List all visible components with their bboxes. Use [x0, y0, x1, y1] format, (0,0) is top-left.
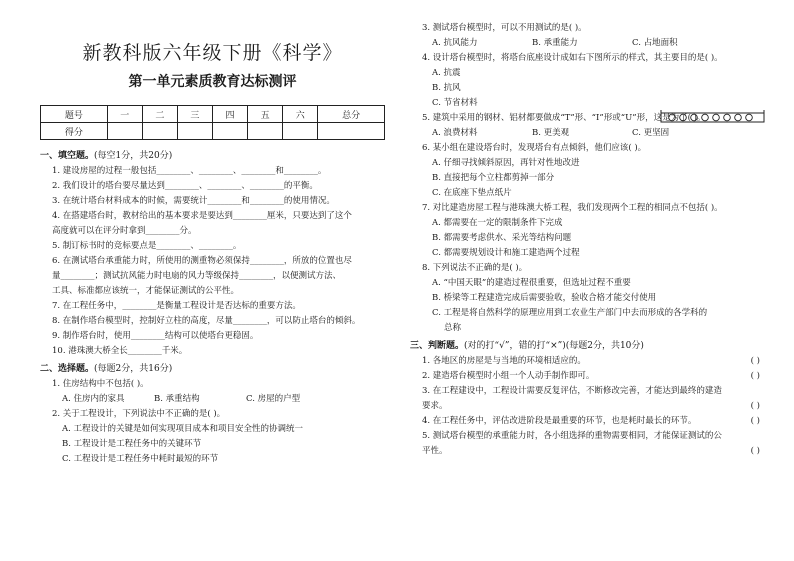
- choice-option[interactable]: A. 抗风能力: [432, 38, 478, 48]
- choice-option[interactable]: C. 工程是将自然科学的原理应用到工农业生产部门中去而形成的各学科的: [432, 308, 708, 318]
- choice-question: 1. 住房结构中不包括( )。: [52, 379, 149, 389]
- score-row-label: 得分: [41, 123, 108, 140]
- fill-question: 2. 我们设计的塔台要尽量达到________、________、________的平衡。: [52, 181, 318, 191]
- fill-question: 9. 制作塔台时，使用________结构可以使塔台更稳固。: [52, 331, 259, 341]
- score-cell: 总分: [318, 106, 385, 123]
- score-cell: 二: [142, 106, 177, 123]
- choice-question: 8. 下列说法不正确的是( )。: [422, 263, 528, 273]
- choice-option[interactable]: A. 仔细寻找倾斜原因，再针对性地改进: [432, 158, 580, 168]
- choice-option[interactable]: A. “中国天眼”的建造过程很重要，但选址过程不重要: [432, 278, 631, 288]
- fill-question-cont: 量________；测试抗风能力时电扇的风力等级保持________，以便测试方法、: [52, 271, 342, 281]
- choice-option[interactable]: B. 承重结构: [154, 394, 200, 404]
- score-input-cell[interactable]: [212, 123, 247, 140]
- judge-question: 1. 各地区的房屋是与当地的环境相适应的。 ( ): [422, 356, 760, 366]
- choice-option[interactable]: C. 房屋的户型: [246, 394, 301, 404]
- base-ring: [735, 114, 742, 121]
- fill-question-cont: 高度就可以在评分时拿到________分。: [52, 226, 197, 236]
- score-input-cell[interactable]: [107, 123, 142, 140]
- choice-option[interactable]: C. 工程设计是工程任务中耗时最短的环节: [62, 454, 219, 464]
- choice-option[interactable]: C. 更坚固: [632, 128, 670, 138]
- choice-question: 5. 建筑中采用的钢材、铝材都要做成“T”形、“I”形或“U”形，这是为了( )。: [422, 113, 706, 123]
- choice-options: [62, 392, 385, 406]
- score-table-score-row: [41, 123, 385, 140]
- section-judge-heading: 三、判断题。(对的打“√”，错的打“×”)(每题2分，共10分): [410, 341, 644, 351]
- base-ring: [702, 114, 709, 121]
- right-column: [410, 20, 770, 459]
- score-table-header-row: [41, 106, 385, 123]
- choice-option[interactable]: B. 桥梁等工程建造完成后需要验收，验收合格才能交付使用: [432, 293, 657, 303]
- judge-question: 2. 建造塔台模型时小组一个人动手制作即可。 ( ): [422, 371, 760, 381]
- choice-option[interactable]: B. 承重能力: [532, 38, 578, 48]
- base-ring: [691, 114, 698, 121]
- score-table: [40, 105, 385, 140]
- fill-question-cont: 工具、标准都应该统一，才能保证测试的公平性。: [52, 286, 240, 296]
- judge-question: 5. 测试塔台模型的承重能力时，各小组选择的重物需要相同，才能保证测试的公: [422, 431, 722, 441]
- fill-question: 6. 在测试塔台承重能力时，所使用的测重物必须保持________，所放的位置也尽: [52, 256, 352, 266]
- score-input-cell[interactable]: [248, 123, 283, 140]
- score-input-cell[interactable]: [283, 123, 318, 140]
- page-subtitle: 第一单元素质教育达标测评: [128, 74, 297, 90]
- score-cell: 六: [283, 106, 318, 123]
- base-ring: [724, 114, 731, 121]
- choice-option[interactable]: A. 住房内的家具: [62, 394, 125, 404]
- choice-option[interactable]: B. 都需要考虑供水、采光等结构问题: [432, 233, 572, 243]
- choice-option[interactable]: A. 浪费材料: [432, 128, 478, 138]
- score-cell: 一: [107, 106, 142, 123]
- page-title: 新教科版六年级下册《科学》: [82, 42, 343, 64]
- score-cell: 四: [212, 106, 247, 123]
- fill-question: 5. 制订标书时的竞标要点是________、________。: [52, 241, 242, 251]
- answer-paren[interactable]: ( ): [750, 401, 760, 411]
- section-choice-heading: 二、选择题。(每题2分，共16分): [40, 364, 173, 374]
- choice-option[interactable]: B. 更美观: [532, 128, 570, 138]
- choice-options: [432, 126, 770, 140]
- choice-question: 6. 某小组在建设塔台时，发现塔台有点倾斜，他们应该( )。: [422, 143, 647, 153]
- fill-question: 4. 在搭建塔台时，教材给出的基本要求是要达到________厘米，只要达到了这个: [52, 211, 352, 221]
- fill-question: 3. 在统计塔台材料成本的时候，需要统计________和________的使用情况。: [52, 196, 335, 206]
- fill-question: 1. 建设房屋的过程一般包括________、________、________和________。: [52, 166, 327, 176]
- choice-options: [432, 36, 770, 50]
- choice-option[interactable]: C. 节省材料: [432, 98, 478, 108]
- choice-option[interactable]: A. 工程设计的关键是如何实现项目成本和项目安全性的协调统一: [62, 424, 304, 434]
- choice-question: 7. 对比建造房屋工程与港珠澳大桥工程，我们发现两个工程的相同点不包括( )。: [422, 203, 723, 213]
- score-cell: 三: [177, 106, 212, 123]
- score-input-cell[interactable]: [177, 123, 212, 140]
- base-ring: [669, 114, 676, 121]
- choice-option[interactable]: B. 工程设计是工程任务中的关键环节: [62, 439, 202, 449]
- choice-question: 3. 测试塔台模型时，可以不用测试的是( )。: [422, 23, 587, 33]
- fill-question: 10. 港珠澳大桥全长________千米。: [52, 346, 188, 356]
- base-ring: [680, 114, 687, 121]
- judge-question-cont: 平性。 ( ): [422, 446, 760, 456]
- score-cell: 五: [248, 106, 283, 123]
- left-column: [40, 38, 385, 467]
- choice-option[interactable]: A. 都需要在一定的限制条件下完成: [432, 218, 563, 228]
- fill-question: 7. 在工程任务中，________是衡量工程设计是否达标的重要方法。: [52, 301, 301, 311]
- base-ring: [713, 114, 720, 121]
- answer-paren[interactable]: ( ): [750, 416, 760, 426]
- score-input-cell[interactable]: [318, 123, 385, 140]
- judge-question-cont: 要求。 ( ): [422, 401, 760, 411]
- choice-question: 2. 关于工程设计，下列说法中不正确的是( )。: [52, 409, 226, 419]
- fill-question: 8. 在制作塔台模型时，控制好立柱的高度，尽量________，可以防止塔台的倾斜。: [52, 316, 361, 326]
- choice-option[interactable]: B. 抗风: [432, 83, 461, 93]
- choice-option[interactable]: C. 占地面积: [632, 38, 678, 48]
- choice-option[interactable]: A. 抗震: [432, 68, 461, 78]
- base-ring: [746, 114, 753, 121]
- choice-option[interactable]: C. 在底座下垫点纸片: [432, 188, 512, 198]
- answer-paren[interactable]: ( ): [750, 446, 760, 456]
- judge-question: 3. 在工程建设中，工程设计需要反复评估，不断修改完善，才能达到最终的建造: [422, 386, 722, 396]
- score-cell: 题号: [41, 106, 108, 123]
- choice-question: 4. 设计塔台模型时，将塔台底座设计成如右下图所示的样式，其主要目的是( )。: [422, 53, 723, 63]
- answer-paren[interactable]: ( ): [750, 356, 760, 366]
- tower-base-diagram: [660, 110, 765, 124]
- score-input-cell[interactable]: [142, 123, 177, 140]
- choice-option[interactable]: C. 都需要规划设计和施工建造两个过程: [432, 248, 580, 258]
- answer-paren[interactable]: ( ): [750, 371, 760, 381]
- judge-question: 4. 在工程任务中，评估改进阶段是最重要的环节，也是耗时最长的环节。 ( ): [422, 416, 760, 426]
- section-fill-in-heading: 一、填空题。(每空1分，共20分): [40, 151, 173, 161]
- choice-option-cont: 总称: [444, 323, 462, 333]
- choice-option[interactable]: B. 直接把每个立柱都剪掉一部分: [432, 173, 555, 183]
